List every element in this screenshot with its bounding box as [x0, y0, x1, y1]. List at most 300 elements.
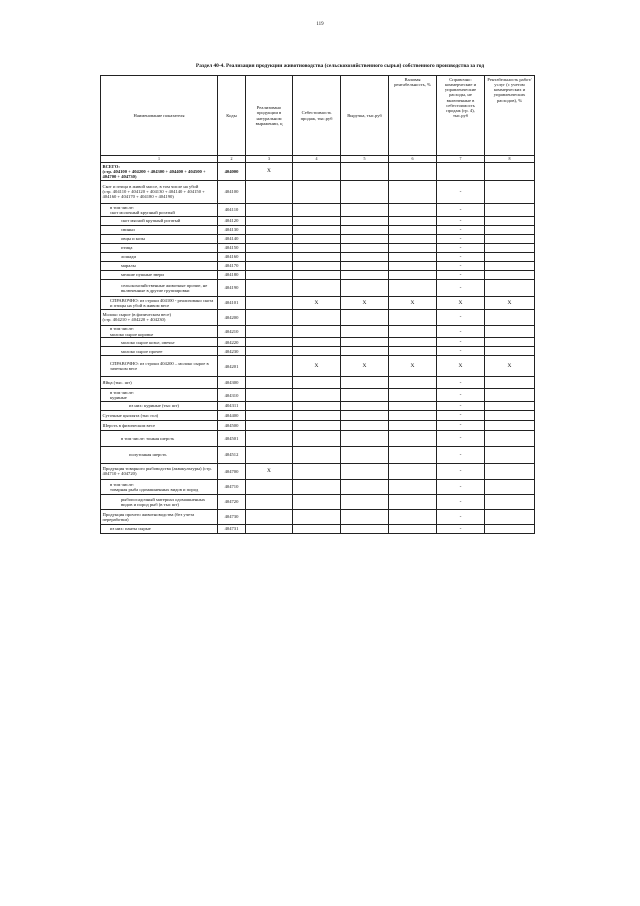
table-row: [101, 509, 535, 524]
cell-c5: [341, 279, 389, 296]
row-code: 404220: [218, 338, 246, 347]
cell-c3: [246, 309, 293, 325]
cell-c8: X: [485, 296, 535, 309]
cell-c5: [341, 203, 389, 216]
cell-c7: -: [437, 225, 485, 234]
row-code: 404140: [218, 234, 246, 243]
table-row: [101, 479, 535, 494]
cell-c8: [485, 163, 535, 181]
cell-c6: [389, 243, 437, 252]
row-code: 404200: [218, 309, 246, 325]
column-number-row: [101, 156, 535, 163]
row-name-detail: (стр. 404110 + 404120 + 404130 + 404140 + 404150 + 404160 + 404170 + 404180 + 404190): [102, 189, 205, 200]
cell-c7: -: [437, 309, 485, 325]
cell-c6: [389, 509, 437, 524]
row-name: [101, 446, 218, 463]
cell-c8: [485, 479, 535, 494]
cell-c5: X: [341, 356, 389, 377]
cell-c3: [246, 524, 293, 533]
cell-c4: [293, 463, 341, 479]
cell-c3: [246, 401, 293, 410]
cell-c3: [246, 216, 293, 225]
row-name: [101, 524, 218, 533]
cell-c3: [246, 243, 293, 252]
cell-c5: [341, 225, 389, 234]
row-name-text: из них: куриные (тыс шт): [129, 403, 179, 409]
table-row: [101, 270, 535, 279]
cell-c4: [293, 225, 341, 234]
cell-c6: X: [389, 356, 437, 377]
cell-c3: [246, 410, 293, 420]
cell-c4: [293, 389, 341, 402]
row-name-text: Продукция прочего животноводства (без учета переработки): [102, 511, 195, 522]
row-code: 404311: [218, 401, 246, 410]
row-name-text: скот мясной крупный рогатый: [121, 218, 181, 224]
cell-c7: -: [437, 180, 485, 203]
cell-c4: [293, 252, 341, 261]
row-code: 404720: [218, 494, 246, 509]
row-code: 404512: [218, 446, 246, 463]
row-name-text: в том числе:: [110, 204, 134, 210]
cell-c6: [389, 410, 437, 420]
cell-c3: X: [246, 463, 293, 479]
cell-c3: [246, 279, 293, 296]
column-number: 7: [437, 156, 485, 163]
cell-c4: [293, 163, 341, 181]
cell-c6: [389, 347, 437, 356]
table-row: [101, 463, 535, 479]
row-name: [101, 377, 218, 389]
cell-c3: [246, 479, 293, 494]
cell-c4: [293, 410, 341, 420]
cell-c6: [389, 463, 437, 479]
cell-c6: [389, 479, 437, 494]
cell-c8: [485, 270, 535, 279]
cell-c6: [389, 261, 437, 270]
cell-c4: [293, 420, 341, 430]
row-name: [101, 389, 218, 402]
row-name-text: из них: панты сырые: [110, 526, 151, 532]
header-commercial-expenses: Справочно: коммерческие и управленческие расходы, не включенные в себестоимость продаж (гр. 4), тыс.руб: [437, 76, 485, 156]
row-name-text: Суточные цыплята (тыс гол): [102, 412, 159, 418]
cell-c4: [293, 347, 341, 356]
cell-c7: [437, 163, 485, 181]
cell-c7: -: [437, 410, 485, 420]
table-row: [101, 309, 535, 325]
cell-c8: [485, 252, 535, 261]
cell-c3: [246, 356, 293, 377]
row-code: 404201: [218, 356, 246, 377]
row-name: [101, 309, 218, 325]
cell-c3: X: [246, 163, 293, 181]
cell-c3: [246, 338, 293, 347]
cell-c5: [341, 252, 389, 261]
cell-c7: -: [437, 509, 485, 524]
cell-c5: [341, 309, 389, 325]
cell-c6: [389, 389, 437, 402]
header-name: Наименование показателя: [101, 76, 218, 156]
table-row: [101, 347, 535, 356]
cell-c3: [246, 494, 293, 509]
cell-c8: [485, 347, 535, 356]
cell-c6: [389, 430, 437, 446]
row-name-text: в том числе:: [110, 481, 134, 487]
cell-c3: [246, 261, 293, 270]
cell-c7: -: [437, 234, 485, 243]
cell-c8: [485, 401, 535, 410]
row-code: 404700: [218, 463, 246, 479]
cell-c4: [293, 401, 341, 410]
row-name: [101, 270, 218, 279]
cell-c5: [341, 216, 389, 225]
cell-c5: [341, 524, 389, 533]
cell-c6: [389, 279, 437, 296]
row-name: [101, 325, 218, 338]
cell-c4: [293, 430, 341, 446]
cell-c5: [341, 325, 389, 338]
cell-c8: [485, 279, 535, 296]
row-name-text: СПРАВОЧНО: из строки 404200 – молоко сырое в зачетном весе: [110, 361, 209, 372]
cell-c7: -: [437, 325, 485, 338]
row-code: 404101: [218, 296, 246, 309]
cell-c4: [293, 494, 341, 509]
cell-c3: [246, 377, 293, 389]
table-row: [101, 325, 535, 338]
cell-c7: -: [437, 270, 485, 279]
cell-c6: [389, 420, 437, 430]
cell-c8: [485, 243, 535, 252]
row-name-text: в том числе: тонкая шерсть: [121, 435, 175, 441]
row-name-text: в том числе:: [110, 326, 134, 332]
cell-c7: -: [437, 279, 485, 296]
cell-c7: -: [437, 338, 485, 347]
cell-c8: [485, 261, 535, 270]
cell-c7: -: [437, 524, 485, 533]
cell-c4: [293, 338, 341, 347]
header-profitability: Рентабельность работ/услуг (с учетом коммерческих и управленческих расходов), %: [485, 76, 535, 156]
cell-c4: [293, 309, 341, 325]
cell-c5: [341, 163, 389, 181]
cell-c7: -: [437, 479, 485, 494]
cell-c6: [389, 225, 437, 234]
table-row: [101, 377, 535, 389]
row-name-detail: куриные: [110, 395, 127, 401]
header-row: [101, 76, 535, 156]
row-name: [101, 463, 218, 479]
cell-c7: -: [437, 261, 485, 270]
table-row: [101, 180, 535, 203]
table-row: [101, 252, 535, 261]
row-name-detail: молоко сырое коровье: [110, 331, 154, 337]
row-name-text: молоко сырое козье, овечье: [121, 339, 175, 345]
table-row: [101, 163, 535, 181]
cell-c7: -: [437, 446, 485, 463]
cell-c4: X: [293, 356, 341, 377]
cell-c3: [246, 446, 293, 463]
row-code: 404501: [218, 430, 246, 446]
cell-c5: [341, 420, 389, 430]
row-code: 404000: [218, 163, 246, 181]
cell-c6: [389, 377, 437, 389]
table-row: [101, 494, 535, 509]
cell-c3: [246, 180, 293, 203]
cell-c6: [389, 252, 437, 261]
row-name-detail: (стр. 404210 + 404220 + 404230): [102, 317, 166, 323]
row-name: [101, 420, 218, 430]
row-name: [101, 203, 218, 216]
cell-c5: [341, 509, 389, 524]
cell-c5: [341, 410, 389, 420]
row-name-detail: товарная рыба одомашненных видов и пород: [110, 486, 199, 492]
cell-c4: [293, 243, 341, 252]
cell-c7: -: [437, 463, 485, 479]
cell-c5: [341, 389, 389, 402]
row-name: [101, 401, 218, 410]
cell-c4: [293, 509, 341, 524]
column-number: 8: [485, 156, 535, 163]
row-code: 404710: [218, 479, 246, 494]
row-name: [101, 279, 218, 296]
row-name-text: Молоко сырое (в физическом весе): [102, 312, 171, 318]
header-cost: Себестоимость продаж, тыс.руб: [293, 76, 341, 156]
row-code: 404160: [218, 252, 246, 261]
row-code: 404130: [218, 225, 246, 234]
row-name: [101, 296, 218, 309]
cell-c8: [485, 325, 535, 338]
cell-c5: [341, 261, 389, 270]
cell-c5: X: [341, 296, 389, 309]
cell-c3: [246, 296, 293, 309]
cell-c6: [389, 234, 437, 243]
row-name: [101, 356, 218, 377]
cell-c8: [485, 203, 535, 216]
cell-c8: X: [485, 356, 535, 377]
cell-c6: [389, 338, 437, 347]
row-code: 404210: [218, 325, 246, 338]
table-row: [101, 296, 535, 309]
cell-c6: X: [389, 296, 437, 309]
row-name: [101, 180, 218, 203]
cell-c7: -: [437, 494, 485, 509]
row-name: [101, 252, 218, 261]
cell-c7: -: [437, 216, 485, 225]
cell-c6: [389, 203, 437, 216]
cell-c5: [341, 180, 389, 203]
cell-c3: [246, 347, 293, 356]
cell-c8: [485, 234, 535, 243]
cell-c3: [246, 252, 293, 261]
row-code: 404730: [218, 509, 246, 524]
row-code: 404310: [218, 389, 246, 402]
column-number: 4: [293, 156, 341, 163]
column-number: 6: [389, 156, 437, 163]
row-name: [101, 216, 218, 225]
cell-c5: [341, 479, 389, 494]
row-code: 404190: [218, 279, 246, 296]
cell-c5: [341, 347, 389, 356]
header-gross-profitability: Валовая рентабельность, %: [389, 76, 437, 156]
cell-c6: [389, 401, 437, 410]
cell-c4: [293, 524, 341, 533]
header-quantity: Реализовано продукции в натуральном выражении, ц: [246, 76, 293, 156]
cell-c8: [485, 389, 535, 402]
cell-c8: [485, 225, 535, 234]
cell-c3: [246, 420, 293, 430]
table-body: [101, 163, 535, 534]
row-code: 404150: [218, 243, 246, 252]
row-name: [101, 509, 218, 524]
cell-c5: [341, 243, 389, 252]
row-name-text: сельскохозяйственные животные прочие, не включенные в другие группировки: [121, 282, 208, 293]
cell-c3: [246, 325, 293, 338]
table-row: [101, 243, 535, 252]
row-name-text: ВСЕГО:: [102, 163, 120, 169]
row-name-text: Шерсть в физическом весе: [102, 422, 155, 428]
row-code: 404120: [218, 216, 246, 225]
table-row: [101, 420, 535, 430]
row-name-detail: (стр. 404100 + 404200 + 404300 + 404400 + 404500 + 404700 + 404730): [102, 168, 206, 180]
cell-c7: -: [437, 389, 485, 402]
row-code: 404731: [218, 524, 246, 533]
cell-c4: [293, 270, 341, 279]
cell-c5: [341, 401, 389, 410]
cell-c5: [341, 377, 389, 389]
cell-c8: [485, 338, 535, 347]
row-name-text: СПРАВОЧНО: из строки 404100 - реализовано скота и птицы на убой в живом весе: [110, 297, 214, 308]
cell-c4: [293, 180, 341, 203]
cell-c6: [389, 309, 437, 325]
cell-c5: [341, 446, 389, 463]
table-row: [101, 338, 535, 347]
row-name-text: рыбопосадочный материал одомашненных видов и пород рыб (в тыс шт): [121, 496, 206, 507]
sales-table: [100, 75, 535, 534]
cell-c6: [389, 446, 437, 463]
row-name-text: полутонкая шерсть: [129, 452, 167, 458]
row-name-text: мелкие пушные звери: [121, 272, 164, 278]
cell-c6: [389, 270, 437, 279]
section-title: Раздел 40-4. Реализация продукции животноводства (сельскохозяйственного сырья) собственного производства за год: [195, 63, 485, 69]
row-code: 404400: [218, 410, 246, 420]
row-code: 404230: [218, 347, 246, 356]
cell-c5: [341, 234, 389, 243]
cell-c4: X: [293, 296, 341, 309]
cell-c4: [293, 377, 341, 389]
row-name-text: Яйца (тыс. шт): [102, 380, 132, 386]
row-name-text: лошади: [121, 254, 136, 260]
cell-c7: -: [437, 243, 485, 252]
cell-c8: [485, 430, 535, 446]
cell-c8: [485, 509, 535, 524]
table-row: [101, 261, 535, 270]
cell-c7: -: [437, 401, 485, 410]
row-code: 404300: [218, 377, 246, 389]
cell-c3: [246, 509, 293, 524]
cell-c4: [293, 279, 341, 296]
cell-c5: [341, 430, 389, 446]
row-name: [101, 494, 218, 509]
row-name: [101, 225, 218, 234]
cell-c6: [389, 216, 437, 225]
cell-c6: [389, 325, 437, 338]
cell-c4: [293, 234, 341, 243]
cell-c5: [341, 270, 389, 279]
cell-c3: [246, 234, 293, 243]
cell-c8: [485, 463, 535, 479]
table-row: [101, 389, 535, 402]
table-row: [101, 234, 535, 243]
row-code: 404500: [218, 420, 246, 430]
cell-c5: [341, 494, 389, 509]
table-row: [101, 401, 535, 410]
cell-c7: X: [437, 356, 485, 377]
cell-c8: [485, 420, 535, 430]
cell-c8: [485, 309, 535, 325]
cell-c3: [246, 270, 293, 279]
row-code: 404110: [218, 203, 246, 216]
row-name: [101, 479, 218, 494]
row-name-text: молоко сырое прочее: [121, 348, 163, 354]
cell-c4: [293, 325, 341, 338]
cell-c5: [341, 463, 389, 479]
cell-c8: [485, 524, 535, 533]
header-revenue: Выручка, тыс.руб: [341, 76, 389, 156]
cell-c4: [293, 446, 341, 463]
table-row: [101, 203, 535, 216]
table-row: [101, 356, 535, 377]
row-name-text: маралы: [121, 263, 136, 269]
cell-c7: -: [437, 252, 485, 261]
cell-c7: X: [437, 296, 485, 309]
table-row: [101, 410, 535, 420]
cell-c8: [485, 446, 535, 463]
cell-c7: -: [437, 203, 485, 216]
row-name-text: в том числе:: [110, 389, 134, 395]
cell-c3: [246, 203, 293, 216]
row-name: [101, 347, 218, 356]
page-number: 119: [316, 22, 324, 27]
table-row: [101, 225, 535, 234]
cell-c4: [293, 261, 341, 270]
table-row: [101, 430, 535, 446]
cell-c4: [293, 479, 341, 494]
row-name: [101, 243, 218, 252]
table-row: [101, 446, 535, 463]
row-name-text: птица: [121, 245, 133, 251]
row-name-text: овцы и козы: [121, 236, 145, 242]
cell-c6: [389, 494, 437, 509]
cell-c3: [246, 389, 293, 402]
cell-c8: [485, 180, 535, 203]
cell-c7: -: [437, 420, 485, 430]
row-code: 404170: [218, 261, 246, 270]
cell-c7: -: [437, 377, 485, 389]
cell-c7: -: [437, 347, 485, 356]
row-name-text: свиньи: [121, 227, 135, 233]
cell-c8: [485, 216, 535, 225]
column-number: 2: [218, 156, 246, 163]
row-name: [101, 261, 218, 270]
cell-c8: [485, 377, 535, 389]
table-row: [101, 524, 535, 533]
cell-c3: [246, 430, 293, 446]
column-number: 1: [101, 156, 218, 163]
column-number: 3: [246, 156, 293, 163]
table-row: [101, 279, 535, 296]
row-code: 404100: [218, 180, 246, 203]
cell-c8: [485, 410, 535, 420]
row-name: [101, 234, 218, 243]
cell-c4: [293, 216, 341, 225]
